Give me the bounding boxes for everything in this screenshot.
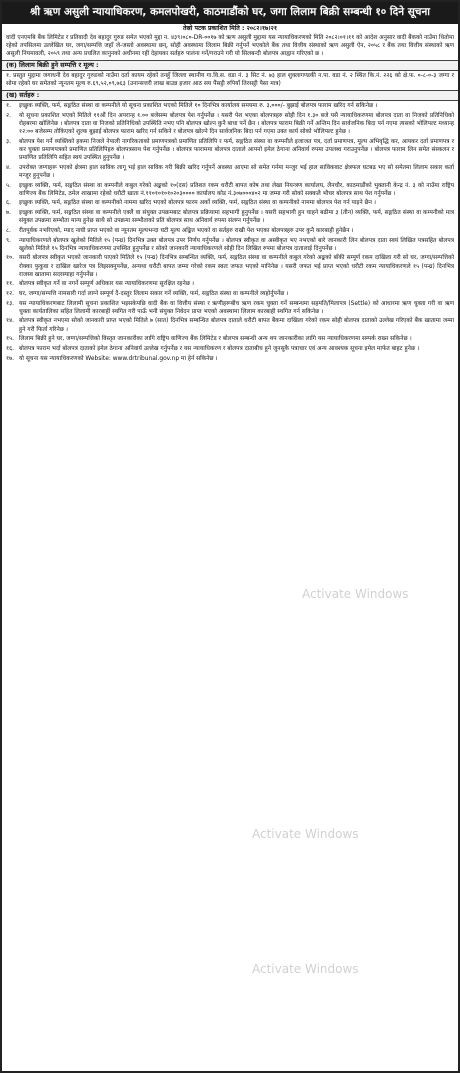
term-number: १३.	[6, 300, 14, 307]
term-item	[6, 300, 454, 316]
term-number: ११.	[6, 281, 14, 288]
term-item	[6, 227, 454, 235]
term-text: इच्छुक व्यक्ति, फर्म, सङ्गठित संस्था वा कम्पनीले एक्लै वा संयुक्त उपक्रमबाट बोलपत्र प्रक्रियामा सहभागी हुनुपर्नेछ । यसरी सहभागी हुन चाहने बढीमा ३ (तीन) व्यक्ति, फर्म, सङ्गठित संस्था वा कम्पनीको मात्र संयुक्त उपक्रमा सम्भौता मान्य हुनेछ साथै सो उपक्रमा सम्भौताको प्रति बोलपत्र साथ अनिवार्य रुपमा संलग्न गर्नुपर्नेछ ।	[19, 210, 454, 225]
section-terms-heading: (ख) सर्तहरु :	[2, 90, 458, 101]
term-item	[6, 290, 454, 298]
activate-windows-watermark: Activate Windows	[302, 587, 409, 601]
term-number: १४.	[6, 318, 14, 325]
term-text: यो सूचना यस न्यायाधिकरणको Website: www.drtribunal.gov.np मा हेर्न सकिनेछ ।	[19, 355, 218, 362]
activate-windows-watermark: Activate Windows	[252, 827, 359, 841]
term-item	[6, 335, 454, 343]
term-text: लिलाम बिक्री हुने घर, जग्गा/सम्पत्तिको विस्तृत जानकारीका लागि राष्ट्रिय वाणिज्य बैंक लिमिटेड र बोलपत्र सम्बन्धी अन्य थप जानकारीका लागि यस न्यायाधिकरणमा सम्पर्क राख्न सकिनेछ ।	[19, 336, 412, 343]
term-item	[6, 199, 454, 207]
term-number: १.	[6, 103, 11, 110]
term-item	[6, 237, 454, 253]
property-description: १. प्रस्तुत मुद्दामा जगाधनी देव बहादुर गुरुङको नाउँमा दर्ता कायम रहेको तनहुँ जिल्ला स्थानीय गा.वि.स. वडा नं. ३ सिट नं. ७३ हाल शुक्लागण्डकी न.पा. वडा नं. २ स्थित कि.नं. २२६ को क्षे.फ. ०-८-०-३ जग्गा र सोमा रहेको घर समेतको न्यूनतम मूल्य रु.६९,५२,०९,७६३ (उनान्सत्तरी लाख बाउन्न हजार आठ सय पैंसट्ठी रुपियाँ तिरसट्ठी पैसा मात्र)	[6, 73, 454, 88]
term-text: बोलपत्र स्वीकृत नभएमा सोको जानकारी प्राप्त भएको मितिले ७ (सात) दिनभित्र सम्बन्धित बोलपत्र दाताले धरौटी बापत बैंकमा दाखिला गरेको रकम सोही बोलपत्र दाताको उल्लेख गरिएको बैंक खातामा जम्मा हुने गरी फिर्ता गरिनेछ ।	[19, 318, 454, 333]
term-number: ७.	[6, 210, 11, 217]
term-item	[6, 317, 454, 333]
term-number: १०.	[6, 255, 14, 262]
term-item	[6, 355, 454, 363]
publish-date: तेस्रो पटक प्रकाशित मिति : २०८२।१७।२१	[182, 25, 278, 32]
term-text: यसरी बोलपत्र स्वीकृत भएको जानकारी पाएको मितिले १५ (पन्ध्र) दिनभित्र सम्बन्धित व्यक्ति, फर्म, सङ्गठित संस्था वा कम्पनीले कबुल गरेको अङ्कको बाँकी सम्पूर्ण रकम दाखिला गरी सो घर, जग्गा/सम्पत्तिको रोक्का फुकुवा र दाखिल खारेज पत्र लिइसक्नुपर्नेछ, अन्यथा धरौटी बापत जम्मा गरेको रकम स्वतः जफत भएको मानिनेछ । यसरी जफत भई प्राप्त भएको धरौटी रकम न्यायाधिकरणले १५ (पन्ध्र) दिनभित्र राजस्व खातामा सदरस्याहा गर्नुपर्नेछ ।	[19, 255, 454, 278]
term-number: ५.	[6, 182, 11, 189]
term-text: बोलपत्र पेश गर्ने व्यक्तिको हकमा निजले नेपाली नागरिकताको प्रमाणपत्रको प्रमाणित प्रतिलिपि र फर्म, सङ्गठित संस्था वा कम्पनीले इजाजत पत्र, दर्ता प्रमाणपत्र, मूल्य अभिवृद्धि कर, आयकर दर्ता प्रमाणपत्र र कर चुक्ता प्रमाणपत्रको प्रमाणित प्रतिलिपिहरु बोलपत्रसाथ पेश गर्नुपर्नेछ । बोलपत्र फाराममा बोलपत्र दाताले आफ्नो इमेल ठेगाना अनिवार्य रुपमा उपलब्ध गराउनुपर्नेछ । बोलपत्र फाराम लिन समेत संस्कलन र प्रमाणित प्रतिलिपि सहित स्वयं उपस्थित हुनुपर्नेछ ।	[19, 139, 454, 162]
term-number: ६.	[6, 200, 11, 207]
terms-list	[6, 102, 454, 362]
term-text: इच्छुक व्यक्ति, फर्म, सङ्गठित संस्था वा कम्पनीको नाममा खरिद भएको बोलपत्र फारम अर्को व्यक्ति, फर्म, सङ्गठित संस्था वा कम्पनीको नाममा बोलपत्र पेश गर्न पाइने छैन ।	[19, 200, 376, 207]
term-item	[6, 164, 454, 180]
term-text: रीतपूर्वक नभरिएको, म्याद नाघी प्राप्त भएको वा न्यूनतम मूल्यभन्दा घटी मूल्य अङ्कित भएको वा सर्तहरु राखी पेश भएका बोलपत्रहरु उपर कुनै कारबाही हुनेछैन ।	[19, 227, 354, 234]
term-number: ९.	[6, 237, 11, 244]
term-number: ८.	[6, 227, 11, 234]
term-number: १६.	[6, 345, 14, 352]
term-item	[6, 182, 454, 198]
term-text: यस न्यायाधिकरणबाट लिलामी सूचना प्रकाशित भइसकेपछि वादी बैंक वा वित्तीय संस्था र ऋणीहरूबीच ऋण रकम चुक्ता गर्ने सम्बन्धमा सहमति/मिलापत्र (Settle) को आधारमा ऋण चुक्ता गरी वा ऋण चुक्ता कार्यतालिका सहित लिलामी कारबाही स्थगित गरी पाऊँ भनी संयुक्त निवेदन प्राप्त भएको अवस्थामा लिलाम कारबाही स्थगित गर्न सकिनेछ ।	[19, 300, 454, 315]
intro-paragraph: वादी एनएमबि बैंक लिमिटेड र प्रतिवादी देव बहादुर गुरुङ समेत भएको मुद्दा न. ४३९।०८०-DR-००१७ को ऋण असुली मुद्दामा यस न्यायाधिकरणको मिति २०८२।०१।११ को आदेश अनुसार वादी बैंकको नाउँमा धितोमा रहेको तपसिलमा उल्लेखित घर, जगा/सम्पत्ति जहाँ जे-जस्तो अवस्थामा छन्, सोही अवस्थामा लिलाम बिक्री गर्नुपर्ने भएकोले बैंक तथा वित्तीय संस्थाको ऋण असुली ऐन, २०५८ र बैंक तथा वित्तीय संस्थाको ऋण असुली नियमावली, २०५९ तथा अन्य प्रचलित कानुनको अधीनमा रही देहायका सर्तहरु पालना गर्ने/गराउने गरी यो सिलबन्दी बोलपत्र आह्वान गरिएको छ ।	[6, 35, 454, 58]
term-text: न्यायाधिकरणले बोलपत्र खुलेको मितिले १५ (पन्ध्र) दिनभित्र उक्त बोलपत्र उपर निर्णय गर्नुपर्नेछ । बोलपत्र स्वीकृत वा अस्वीकृत भए नभएको बारे जानकारी लिन बोलपत्र दाता स्वयं लिखित पत्रसहित बोलपत्र खुलेको मितिले १५ दिनभित्र न्यायाधिकरणमा उपस्थित हुनुपर्नेछ र सोको जानकारी न्यायाधिकरणले सोही दिन लिखित रुपमा बोलपत्र दातालाई दिनुपर्नेछ ।	[19, 237, 454, 252]
term-text: बोलपत्र स्वीकृत गर्ने वा नगर्ने सम्पूर्ण अधिकार यस न्यायाधिकरणमा सुरक्षित रहनेछ ।	[19, 281, 194, 288]
term-number: १५.	[6, 336, 14, 343]
term-number: १७.	[6, 355, 14, 362]
section-property-heading: (क) लिलाम बिक्री हुने सम्पत्ति र मूल्य :	[2, 60, 458, 71]
term-number: २.	[6, 113, 11, 120]
term-number: १२.	[6, 290, 14, 297]
term-item	[6, 112, 454, 136]
term-item	[6, 209, 454, 225]
notice-title: श्री ऋण असुली न्यायाधिकरण, कमलपोखरी, काठमाडौंको घर, जगा लिलाम बिक्री सम्बन्धी १० दिने सूचना	[2, 2, 458, 24]
term-item	[6, 254, 454, 278]
term-number: ३.	[6, 139, 11, 146]
term-item	[6, 280, 454, 288]
term-text: उपरोक्त जग्गाहरू भएको क्षेत्रमा हाल साविक लागू भई हाल साविक गरी बिक्री खरिद गर्नुपर्ने अवस्था आएमा सो समेत गर्नमा मन्जुर भई हाल साविकवाट क्षेत्रफल घटबढ भए सो समेतमा लिलाम सकार कर्ता मन्जुर हुनुपर्नेछ ।	[19, 164, 454, 179]
activate-windows-watermark: Activate Windows	[252, 962, 359, 976]
term-text: बोलपत्र फाराम भर्दा बोलपत्र दाताको इमेल ठेगाना अनिवार्य उल्लेख गर्नुपर्नेछ र यस न्यायाधिकरण र बोलपत्र दाताबीच हुने जुनसुकै पत्राचार एवं अन्य आवश्यक सूचना इमेल मार्फत बाहट हुनेछ ।	[19, 345, 420, 352]
term-item	[6, 138, 454, 162]
term-text: इच्छुक व्यक्ति, फर्म, सङ्गठित संस्था वा कम्पनीले कबुल गरेको अङ्कको १०(दस) प्रतिशत रकम धरौटी बापत कोष तथा लेखा नियन्त्रण कार्यालय, लैनचौर, काठमाडौंको भुक्तानी केन्द्र नं. ३ को नाउँमा राष्ट्रिय वाणिज्य बैंक लिमिटेड, ठमेल शाखामा रहेको धरौटी खाता नं.११०१०१०१०२०३०००० कार्यालय कोड नं.३०७०००४०२ मा जम्मा गरी सोको सक्कलै भौचर बोलपत्र साथ पेश गर्नुपर्नेछ ।	[19, 182, 454, 197]
term-text: घर, जग्गा/सम्पत्ति नामसारी गर्दा लाग्ने सम्पूर्ण दै-दस्तुर लिलाम सकार गर्ने व्यक्ति, फर्म, सङ्गठित संस्था वा कम्पनीले व्यहोर्नुपर्नेछ ।	[19, 290, 289, 297]
term-item	[6, 345, 454, 353]
term-number: ४.	[6, 164, 11, 171]
term-item	[6, 102, 454, 110]
term-text: यो सूचना प्रकाशित भएको मितिले ११औं दिन अपरान्ह १.०० बजेसम्म बोलपत्र पेश गर्नुपर्नेछ । यसरी पेश भएका बोलपत्रहरु सोही दिन १.३० बजे यसै न्यायाधिकरणमा बोलपत्र दाता वा निजको प्रतिनिधिको रोहबरमा खोलिनेछ । बोलपत्र दाता वा निजको प्रतिनिधिको उपस्थिति नभए पनि बोलपत्र खोल्न कुनै बाधा पर्ने छैन । बोलपत्र फाराम बिक्री गर्ने अन्तिम दिन सार्वजनिक बिदा पर्न गएमा त्यसको भोलिपल्ट मध्यान्ह १२:०० बजेसम्म तोकिएको शुल्क बुझाई बोलपत्र फाराम खरिद गर्न सकिने र बोलपत्र खोल्ने दिन सार्वजनिक बिदा पर्न गएमा उक्त कार्य सोको भोलिपल्ट हुनेछ ।	[19, 113, 454, 136]
term-text: इच्छुक व्यक्ति, फर्म, सङ्गठित संस्था वा कम्पनीले यो सूचना प्रकाशित भएको मितिले १० दिनभित्र कार्यालय समयमा रु. ३,०००/- बुझाई बोलपत्र फाराम खरिद गर्न सकिनेछ ।	[19, 103, 378, 110]
